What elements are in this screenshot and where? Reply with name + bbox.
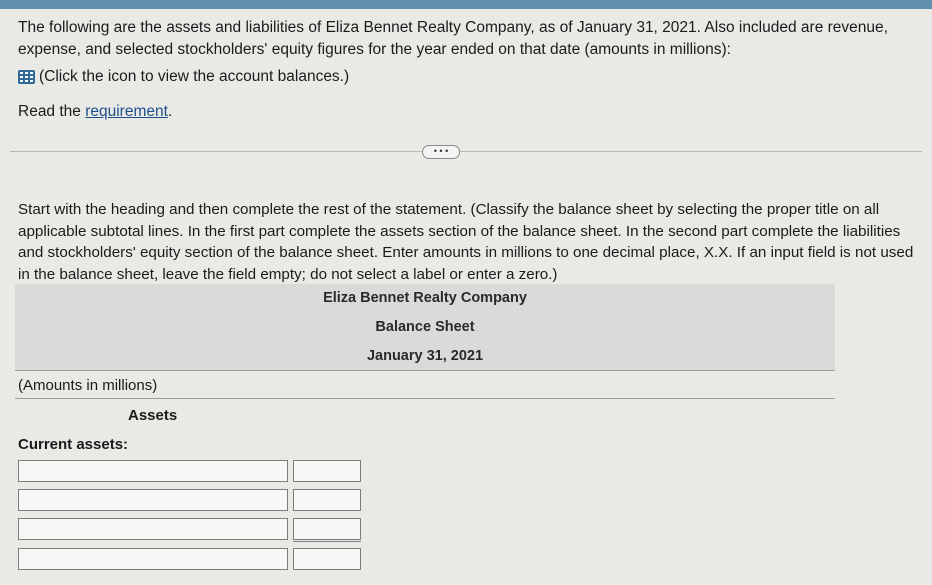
section-divider	[10, 151, 922, 152]
read-prefix: Read the	[18, 103, 86, 120]
statement-header	[15, 284, 835, 371]
problem-intro: The following are the assets and liabilities of Eliza Bennet Realty Company, as of January 31, 2021. Also included are revenue, expense, and selected stockholders' equity figures for the year ended on that date (amounts in millions):	[18, 19, 888, 58]
subtotal-rule	[293, 541, 361, 542]
expand-dots-button[interactable]: • • •	[422, 145, 460, 159]
account-label-input-3[interactable]	[18, 518, 288, 540]
account-label-input-1[interactable]	[18, 460, 288, 482]
amount-input-2[interactable]	[293, 489, 361, 511]
top-accent-bar	[0, 0, 932, 9]
assets-heading: Assets	[128, 407, 178, 424]
amounts-note: (Amounts in millions)	[18, 377, 158, 394]
account-label-input-4[interactable]	[18, 548, 288, 570]
statement-date: January 31, 2021	[366, 348, 484, 364]
grid-data-icon[interactable]	[18, 70, 35, 84]
read-suffix: .	[167, 103, 173, 120]
amount-input-4[interactable]	[293, 548, 361, 570]
company-name: Eliza Bennet Realty Company	[323, 290, 527, 306]
instructions-text: Start with the heading and then complete the rest of the statement. (Classify the balance sheet by selecting the proper title on all applicable subtotal lines. In the first part complete the assets section of the balance sheet. In the second part complete the liabilities and stockholders' equity section of the balance sheet. Enter amounts in millions to one decimal place, X.X. If an input field is not used in the balance sheet, leave the field empty; do not select a label or enter a zero.)	[18, 201, 914, 283]
read-requirement-row	[18, 103, 172, 121]
amount-input-1[interactable]	[293, 460, 361, 482]
statement-title: Balance Sheet	[375, 319, 475, 335]
amounts-rule	[15, 398, 835, 399]
account-balances-hint: (Click the icon to view the account balances.)	[39, 68, 350, 85]
requirement-link[interactable]: requirement	[85, 103, 168, 120]
amount-input-3[interactable]	[293, 518, 361, 540]
account-balances-row	[18, 68, 349, 86]
current-assets-label: Current assets:	[18, 436, 129, 453]
account-label-input-2[interactable]	[18, 489, 288, 511]
